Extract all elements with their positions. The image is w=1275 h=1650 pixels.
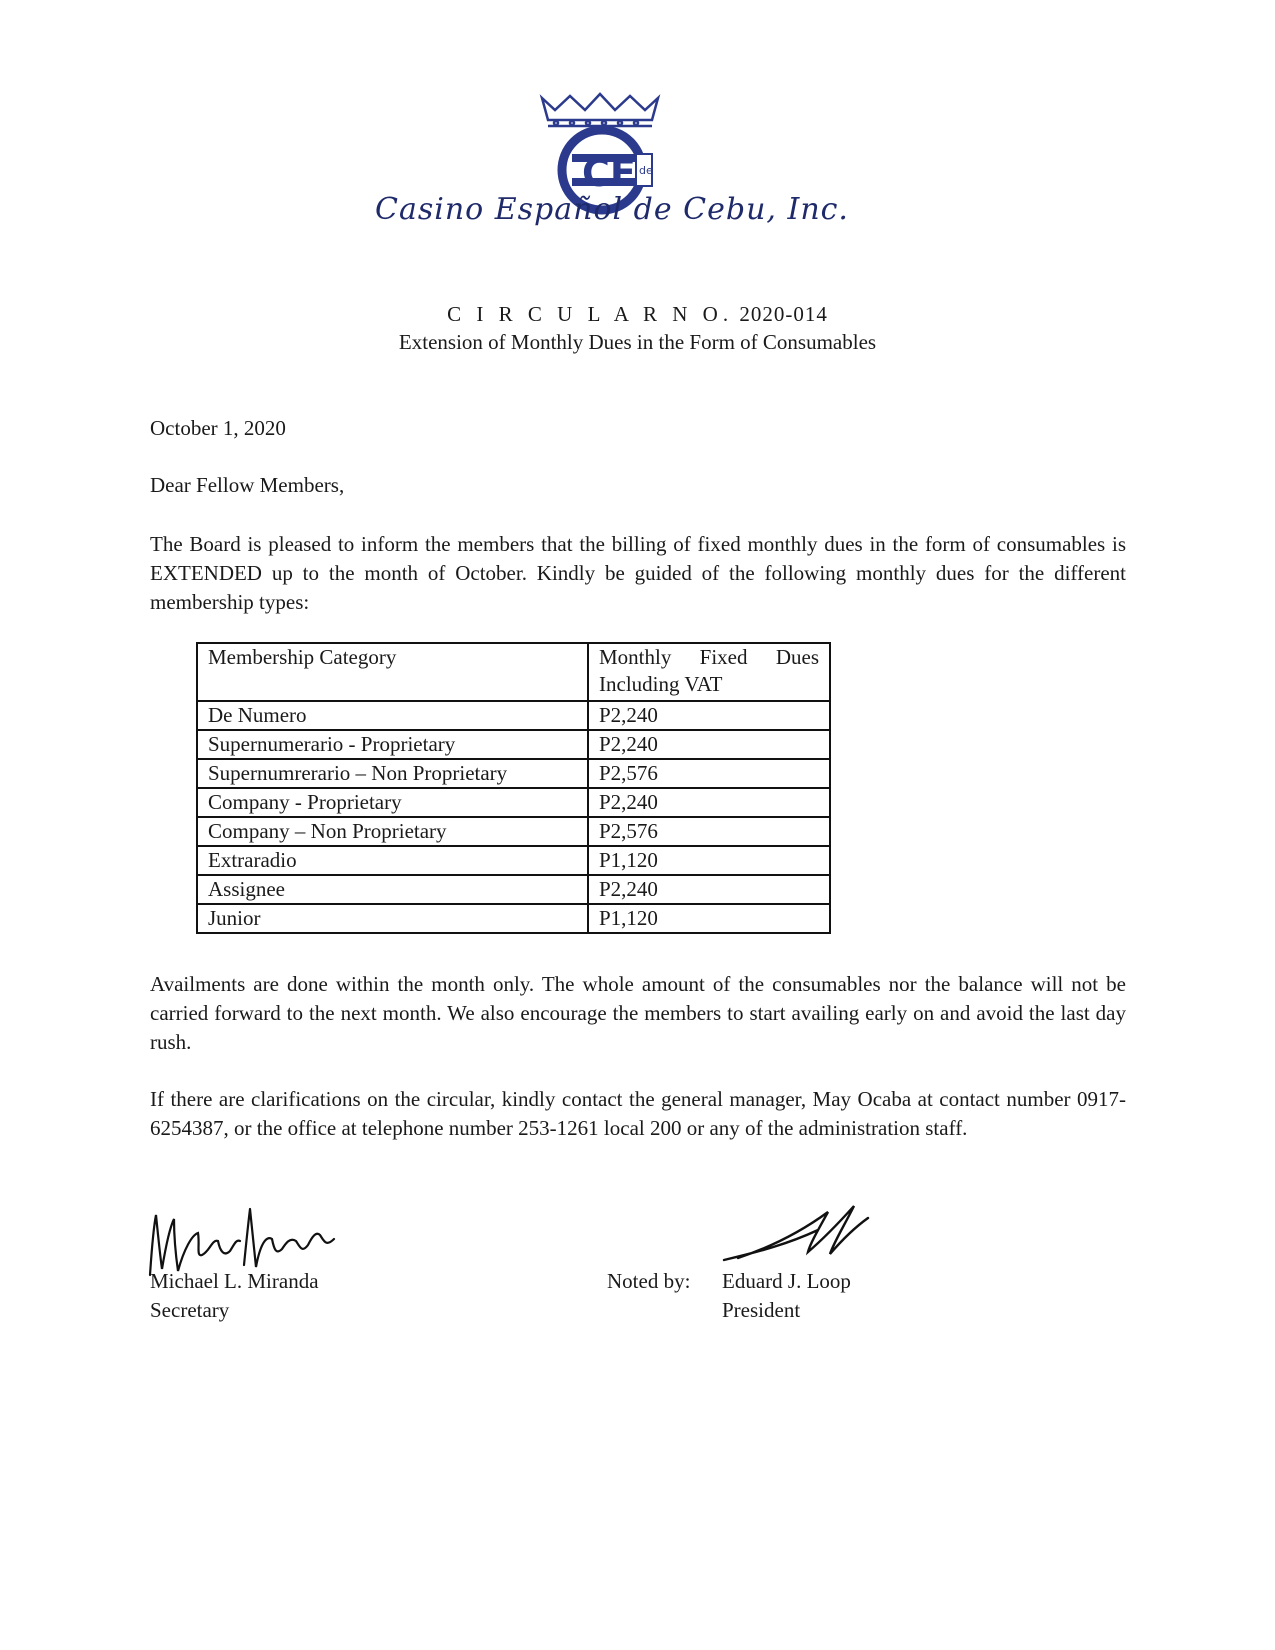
- row-dues: P1,120: [588, 846, 830, 875]
- row-dues: P2,240: [588, 701, 830, 730]
- circular-no: N O.: [662, 302, 734, 326]
- president-title: President: [722, 1298, 801, 1322]
- row-dues: P2,240: [588, 730, 830, 759]
- row-category: Company – Non Proprietary: [197, 817, 588, 846]
- secretary-title: Secretary: [150, 1298, 230, 1322]
- row-category: Assignee: [197, 875, 588, 904]
- header-dues-line2: Including VAT: [599, 672, 723, 696]
- president-name: Eduard J. Loop: [722, 1269, 851, 1293]
- header-category: Membership Category: [197, 643, 588, 701]
- table-row: [197, 817, 830, 846]
- svg-text:de: de: [639, 164, 653, 177]
- circular-code: 2020-014: [733, 302, 828, 326]
- circular-number: [0, 302, 1275, 327]
- row-dues: P2,240: [588, 875, 830, 904]
- availments-paragraph: Availments are done within the month only. The whole amount of the consumables nor the balance will not be carried forward to the next month. We also encourage the members to start availing early on and avoid the last day rush.: [150, 972, 1126, 1054]
- row-category: De Numero: [197, 701, 588, 730]
- row-category: Supernumrerario – Non Proprietary: [197, 759, 588, 788]
- circular-prefix: C I R C U L A R: [447, 302, 662, 326]
- president-signature: [718, 1200, 878, 1275]
- circular-subject: Extension of Monthly Dues in the Form of Consumables: [398, 330, 877, 354]
- table-row: [197, 788, 830, 817]
- row-dues: P1,120: [588, 904, 830, 933]
- svg-text:CE: CE: [582, 151, 636, 195]
- contact-paragraph: If there are clarifications on the circular, kindly contact the general manager, May Ocaba at contact number 0917-6254387, or the office at telephone number 253-1261 local 200 or any of the administration staff.: [150, 1087, 1126, 1140]
- table-row: [197, 759, 830, 788]
- dues-table: [196, 642, 831, 934]
- row-dues: P2,576: [588, 759, 830, 788]
- header-dues-line1: Monthly Fixed Dues: [599, 645, 819, 669]
- table-header-row: [197, 643, 830, 701]
- header-dues: [588, 643, 830, 701]
- row-dues: P2,240: [588, 788, 830, 817]
- table-row: [197, 904, 830, 933]
- intro-paragraph: The Board is pleased to inform the members that the billing of fixed monthly dues in the form of consumables is EXTENDED up to the month of October. Kindly be guided of the following monthly dues for the different membership types:: [150, 532, 1126, 614]
- row-dues: P2,576: [588, 817, 830, 846]
- row-category: Extraradio: [197, 846, 588, 875]
- noted-by-label: Noted by:: [607, 1269, 691, 1293]
- row-category: Junior: [197, 904, 588, 933]
- salutation: Dear Fellow Members,: [150, 473, 345, 497]
- letter-date: October 1, 2020: [150, 416, 286, 440]
- secretary-name: Michael L. Miranda: [150, 1269, 319, 1293]
- table-row: [197, 875, 830, 904]
- table-row: [197, 730, 830, 759]
- row-category: Supernumerario - Proprietary: [197, 730, 588, 759]
- table-row: [197, 701, 830, 730]
- club-logo: [375, 88, 880, 248]
- row-category: Company - Proprietary: [197, 788, 588, 817]
- organization-name: Casino Español de Cebu, Inc.: [375, 192, 849, 227]
- table-row: [197, 846, 830, 875]
